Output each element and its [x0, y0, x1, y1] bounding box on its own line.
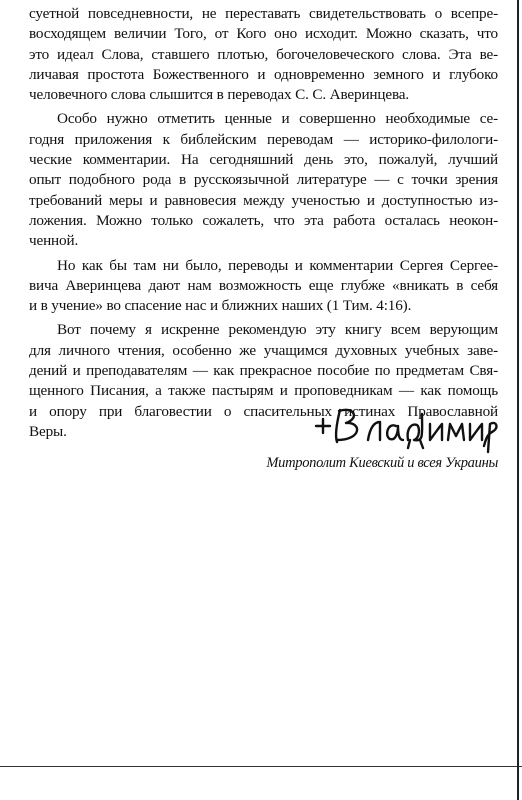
text-line: годня приложения к библейским переводам — историко-филологи- [29, 130, 498, 148]
text-line: Но как бы там ни было, переводы и комментарии Сергея Сергее- [57, 256, 498, 274]
text-line: опыт подобного рода в русскоязычной литературе — с точки зрения [29, 171, 498, 189]
author-signature-caption: Митрополит Киевский и всея Украины [266, 455, 498, 471]
text-line: человечного слова слышится в переводах С. С. Аверинцева. [29, 86, 410, 104]
text-line: требований меры и равновесия между ученостью и доступностью из- [29, 191, 498, 209]
text-line: и опору при благовестии о спасительных истинах Православной [29, 402, 498, 420]
text-line: ческие комментарии. На сегодняшний день это, пожалуй, лучший [29, 151, 498, 169]
text-line: Особо нужно отметить ценные и совершенно необходимые се- [57, 110, 498, 128]
text-line: суетной повседневности, не переставать свидетельствовать о всепре- [29, 5, 498, 22]
paragraph-3 [29, 256, 498, 317]
divider [0, 766, 522, 767]
page-edge [517, 0, 519, 800]
paragraph-1 [29, 4, 498, 105]
text-line: ложения. Можно только сожалеть, что эта работа осталась неокон- [29, 211, 498, 229]
text-line: Веры. [29, 422, 67, 440]
body-text [29, 4, 498, 446]
text-line: дений и преподавателям — как прекрасное пособие по предметам Свя- [29, 362, 498, 380]
paragraph-2 [29, 109, 498, 251]
text-line: и в учение» во спасение нас и ближних наших (1 Тим. 4:16). [29, 297, 412, 315]
text-line: для личного чтения, особенно же учащимся духовных учебных заве- [29, 341, 498, 359]
text-line: это идеал Слова, ставшего плотью, богочеловеческого слова. Эта ве- [29, 45, 498, 63]
text-line: личавая простота Божественного и одновременно земного и глубоко [29, 65, 498, 83]
text-line: вича Аверинцева дают нам возможность еще глубже «вникать в себя [29, 276, 498, 294]
text-line: Вот почему я искренне рекомендую эту книгу всем верующим [57, 321, 498, 339]
handwritten-signature [310, 396, 500, 456]
text-line: щенного Писания, а также пастырям и проповедникам — как помощь [29, 382, 498, 400]
text-line: восходящем величии Того, от Кого оно исходит. Можно сказать, что [29, 25, 498, 43]
text-line: ченной. [29, 232, 79, 250]
